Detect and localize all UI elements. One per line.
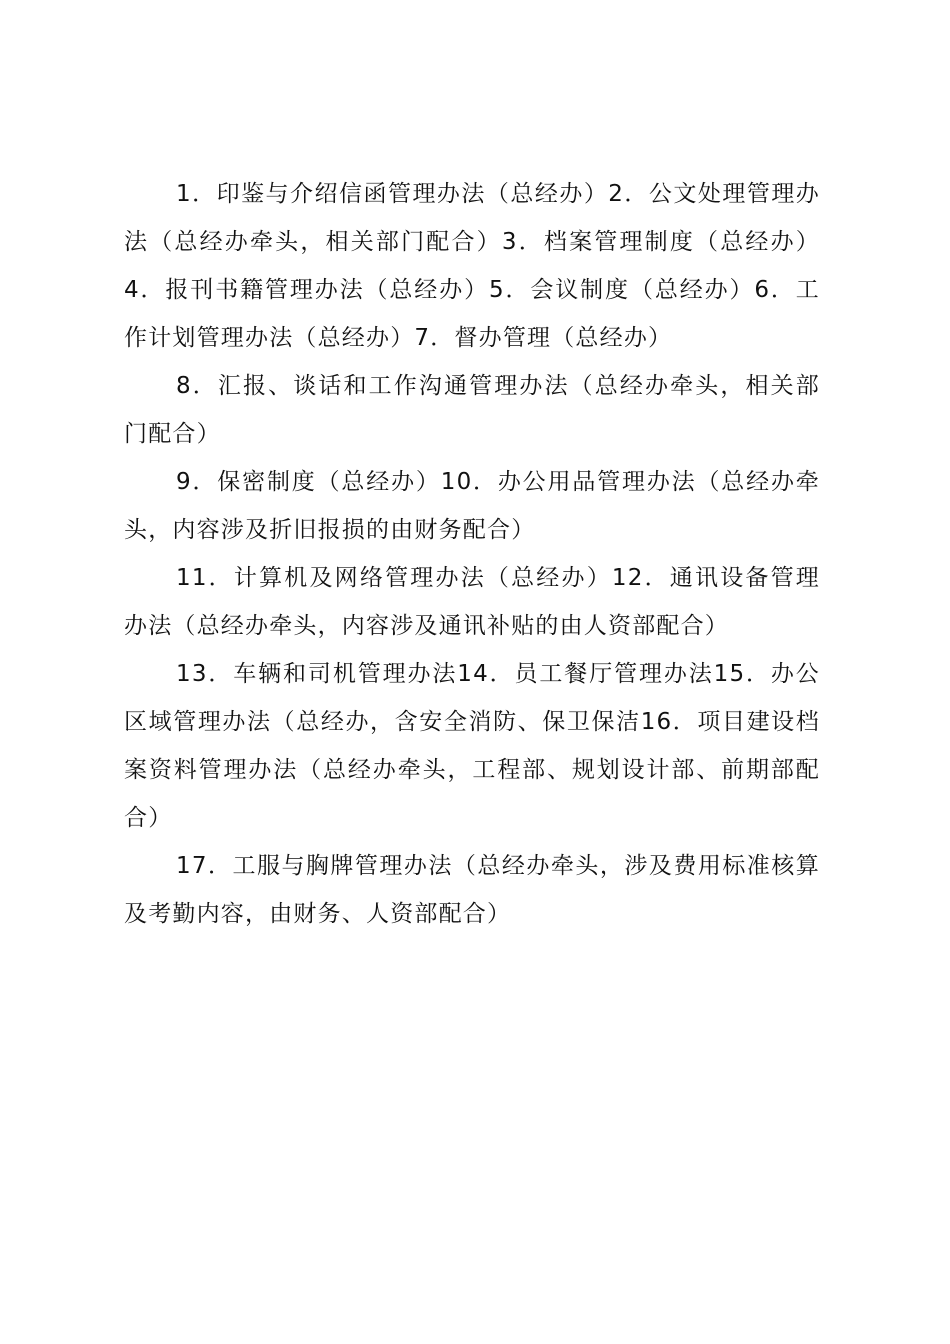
paragraph-6: 17．工服与胸牌管理办法（总经办牵头，涉及费用标准核算及考勤内容，由财务、人资部配合） bbox=[124, 853, 820, 927]
paragraph-1: 1．印鉴与介绍信函管理办法（总经办）2．公文处理管理办法（总经办牵头，相关部门配合）3．档案管理制度（总经办）4．报刊书籍管理办法（总经办）5．会议制度（总经办）6．工作计划管理办法（总经办）7．督办管理（总经办） bbox=[124, 181, 820, 351]
paragraph-3: 9．保密制度（总经办）10．办公用品管理办法（总经办牵头，内容涉及折旧报损的由财务配合） bbox=[124, 469, 820, 543]
document-body bbox=[124, 170, 820, 938]
paragraph-5: 13．车辆和司机管理办法14．员工餐厅管理办法15．办公区域管理办法（总经办，含安全消防、保卫保洁16．项目建设档案资料管理办法（总经办牵头，工程部、规划设计部、前期部配合） bbox=[124, 661, 820, 831]
paragraph-4: 11．计算机及网络管理办法（总经办）12．通讯设备管理办法（总经办牵头，内容涉及通讯补贴的由人资部配合） bbox=[124, 565, 820, 639]
paragraph-2: 8．汇报、谈话和工作沟通管理办法（总经办牵头，相关部门配合） bbox=[124, 373, 820, 447]
